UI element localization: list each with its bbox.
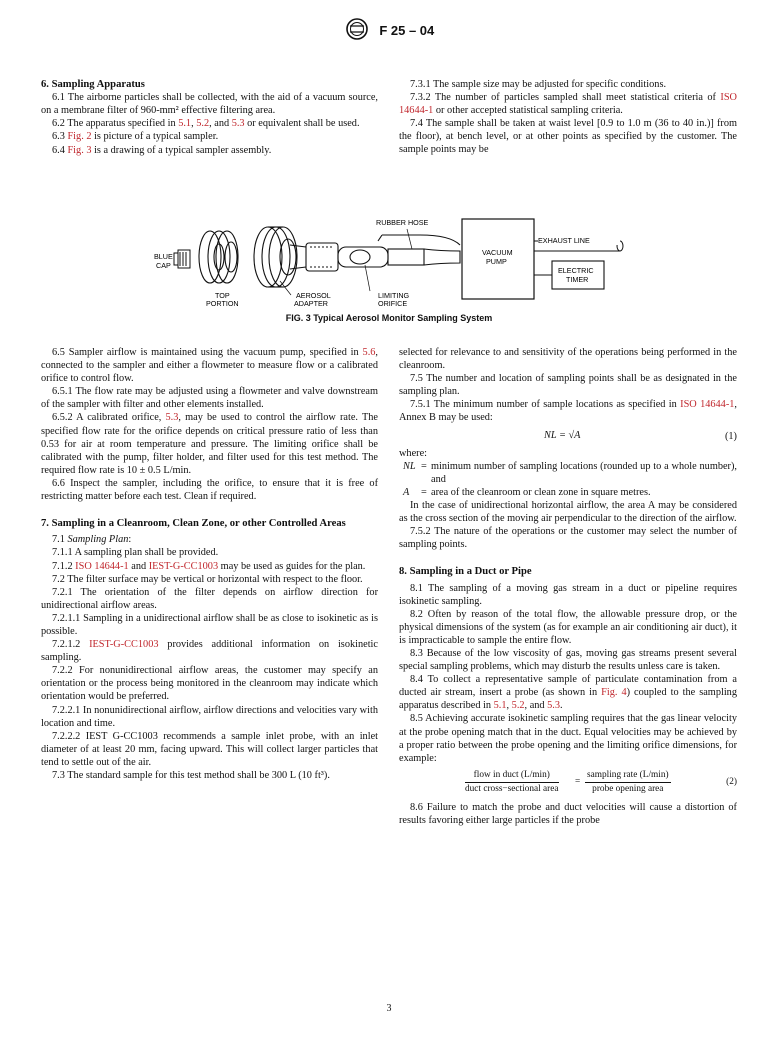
ref-link[interactable]: 5.6 bbox=[362, 347, 376, 358]
para-7-4: 7.4 The sample shall be taken at waist level [0.9 to 1.0 m (36 to 40 in.)] from the floor), at bench level, or at other points as specified by the customer. The sample points may be bbox=[399, 118, 737, 156]
para-8-1: 8.1 The sampling of a moving gas stream in a duct or pipeline requires isokinetic sampling. bbox=[399, 582, 737, 607]
para-continued: selected for relevance to and sensitivity of the operations being performed in the cleanroom. bbox=[399, 347, 737, 372]
para-7-5-2: 7.5.2 The nature of the operations or the customer may select the number of sampling points. bbox=[399, 526, 737, 551]
para-8-5: 8.5 Achieving accurate isokinetic sampling requires that the gas linear velocity at the probe opening match that in the duct. Equal velocities may be achieved by a proper ratio between the probe opening and the limiting orifice dimensions, for example: bbox=[399, 713, 737, 764]
para-6-5: 6.5 Sampler airflow is maintained using the vacuum pump, specified in 5.6, connected to the sampler and either a flowmeter to measure flow or a calibrated orifice to control flow. bbox=[41, 347, 378, 385]
equation-1: NL = √A (1) bbox=[544, 429, 737, 442]
ref-link[interactable]: 5.3 bbox=[165, 412, 179, 424]
para-7-5-1: 7.5.1 The minimum number of sample locations as specified in ISO 14644-1, Annex B may be used: bbox=[399, 399, 737, 424]
para-7-3-2: 7.3.2 The number of particles sampled shall meet statistical criteria of ISO 14644-1 or other accepted statistical sampling criteria. bbox=[399, 92, 737, 117]
svg-text:ORIFICE: ORIFICE bbox=[378, 299, 408, 308]
para-6-5-2: 6.5.2 A calibrated orifice, 5.3, may be used to control the airflow rate. The specified flow rate for the orifice depends on critical pressure ratio of less than 0.53 for air at room temperature and pressure. The limiting orifice shall be calibrated with the pump, filter holder, and filter used for this test method. The required flow rate is 10 ± 0.5 L/min. bbox=[41, 412, 378, 476]
where-label: where: bbox=[399, 447, 428, 459]
rubber-hose-icon bbox=[378, 235, 460, 245]
ref-link[interactable]: ISO 14644-1 bbox=[680, 399, 735, 411]
left-column-bottom bbox=[41, 346, 378, 782]
para-7-1: 7.1 Sampling Plan: bbox=[52, 534, 132, 546]
para-7-2-2: 7.2.2 For nonunidirectional airflow areas, the customer may specify an orientation or the process being monitored in the cleanroom may indicate which orientation would be preferred. bbox=[41, 665, 378, 703]
limiting-orifice-icon bbox=[338, 247, 460, 267]
svg-text:ADAPTER: ADAPTER bbox=[294, 299, 328, 308]
para-7-2-2-1: 7.2.2.1 In nonunidirectional airflow, airflow directions and velocities vary with location and time. bbox=[41, 704, 378, 729]
fraction-right: sampling rate (L/min) probe opening area bbox=[587, 769, 669, 794]
ref-link[interactable]: 5.2 bbox=[511, 700, 525, 712]
para-7-2: 7.2 The filter surface may be vertical or horizontal with respect to the floor. bbox=[52, 573, 363, 585]
ref-link[interactable]: ISO 14644-1 bbox=[75, 560, 129, 572]
right-column-top bbox=[399, 78, 737, 157]
para-6-5-1: 6.5.1 The flow rate may be adjusted using a flowmeter and valve downstream of the sampler with filter and other elements installed. bbox=[41, 386, 378, 411]
para-6-1: 6.1 The airborne particles shall be collected, with the aid of a vacuum source, on a membrane filter of 960-mm² effective filtering area. bbox=[41, 92, 378, 117]
svg-text:TIMER: TIMER bbox=[566, 275, 589, 284]
page-number: 3 bbox=[386, 1003, 392, 1014]
figure-3-diagram bbox=[120, 205, 660, 317]
standard-designation: F 25 – 04 bbox=[379, 23, 435, 38]
label-exhaust-line: EXHAUST LINE bbox=[538, 236, 590, 245]
label-top-portion: TOP bbox=[215, 291, 230, 300]
left-column-top bbox=[41, 78, 378, 157]
ref-link[interactable]: IEST-G-CC1003 bbox=[89, 639, 159, 651]
para-6-3: 6.3 Fig. 2 is picture of a typical sampler. bbox=[52, 131, 219, 143]
svg-text:PORTION: PORTION bbox=[206, 299, 239, 308]
equation-number: (2) bbox=[726, 776, 737, 787]
para-7-2-1-1: 7.2.1.1 Sampling in a unidirectional airflow shall be as close to isokinetic as is possible. bbox=[41, 612, 378, 637]
label-rubber-hose: RUBBER HOSE bbox=[376, 218, 429, 227]
label-electric-timer: ELECTRIC bbox=[558, 266, 594, 275]
ref-link[interactable]: ISO 14644-1 bbox=[399, 92, 737, 117]
para-6-4: 6.4 Fig. 3 is a drawing of a typical sampler assembly. bbox=[52, 144, 272, 156]
blue-cap-icon bbox=[174, 250, 190, 268]
astm-logo-icon bbox=[344, 18, 370, 43]
para-8-3: 8.3 Because of the low viscosity of gas, moving gas streams present several special sampling problems, which may disturb the results unless care is taken. bbox=[399, 647, 737, 673]
para-6-2: 6.2 The apparatus specified in 5.1, 5.2, and 5.3 or equivalent shall be used. bbox=[52, 118, 360, 130]
label-vacuum-pump: VACUUM bbox=[482, 248, 513, 257]
aerosol-adapter-icon bbox=[254, 227, 338, 287]
ref-link[interactable]: Fig. 4 bbox=[601, 687, 627, 699]
equation-2: flow in duct (L/min) duct cross−sectional area = sampling rate (L/min) probe opening area (2) bbox=[399, 767, 737, 801]
section-heading-7: 7. Sampling in a Cleanroom, Clean Zone, or other Controlled Areas bbox=[41, 518, 346, 530]
para-7-2-1: 7.2.1 The orientation of the filter depends on airflow direction for unidirectional airflow areas. bbox=[41, 586, 378, 611]
top-portion-icon bbox=[199, 231, 238, 283]
ref-link[interactable]: 5.3 bbox=[231, 118, 245, 130]
ref-link[interactable]: Fig. 2 bbox=[67, 131, 92, 143]
para-7-5: 7.5 The number and location of sampling points shall be as designated in the sampling plan. bbox=[399, 373, 737, 398]
para-unidirectional: In the case of unidirectional horizontal airflow, the area A may be considered as the cross section of the moving air perpendicular to the direction of the airflow. bbox=[399, 499, 737, 525]
para-7-3-1: 7.3.1 The sample size may be adjusted for specific conditions. bbox=[410, 79, 667, 90]
ref-link[interactable]: Fig. 3 bbox=[67, 144, 92, 156]
page-header bbox=[0, 18, 778, 43]
definition-item: A = area of the cleanroom or clean zone in square metres. bbox=[403, 486, 651, 498]
figure-caption: FIG. 3 Typical Aerosol Monitor Sampling System bbox=[285, 313, 493, 323]
para-6-6: 6.6 Inspect the sampler, including the orifice, to ensure that it is free of restricting matter before each test. Clean if required. bbox=[41, 477, 378, 503]
section-heading-8: 8. Sampling in a Duct or Pipe bbox=[399, 566, 532, 578]
para-7-1-1: 7.1.1 A sampling plan shall be provided. bbox=[52, 547, 219, 559]
definition-item: NL = minimum number of sampling locations (rounded up to a whole number), and bbox=[403, 460, 737, 485]
ref-link[interactable]: 5.1 bbox=[178, 118, 192, 130]
label-limiting-orifice: LIMITING bbox=[378, 291, 410, 300]
label-aerosol-adapter: AEROSOL bbox=[296, 291, 331, 300]
para-7-2-1-2: 7.2.1.2 IEST-G-CC1003 provides additional information on isokinetic sampling. bbox=[41, 639, 378, 664]
right-column-bottom bbox=[399, 346, 737, 827]
svg-text:CAP: CAP bbox=[156, 261, 171, 270]
para-7-3: 7.3 The standard sample for this test method shall be 300 L (10 ft³). bbox=[52, 770, 330, 782]
ref-link[interactable]: 5.1 bbox=[493, 700, 507, 712]
section-heading-6: 6. Sampling Apparatus bbox=[41, 79, 145, 90]
label-blue-cap: BLUE bbox=[154, 252, 173, 261]
equation-number: (1) bbox=[724, 430, 737, 442]
fraction-left: flow in duct (L/min) duct cross−sectional area bbox=[465, 769, 559, 794]
svg-text:PUMP: PUMP bbox=[486, 257, 507, 266]
ref-link[interactable]: 5.3 bbox=[547, 700, 561, 712]
para-7-2-2-2: 7.2.2.2 IEST G-CC1003 recommends a sample inlet probe, with an inlet diameter of at least 20 mm, facing upward. This will collect larger particles that tend to settle out of the air. bbox=[41, 730, 378, 768]
para-8-4: 8.4 To collect a representative sample of particulate contamination from a ducted air stream, insert a probe (as shown in Fig. 4) coupled to the sampling apparatus described in 5.1, 5.2, and 5.3. bbox=[399, 674, 737, 712]
para-7-1-2: 7.1.2 ISO 14644-1 and IEST-G-CC1003 may be used as guides for the plan. bbox=[52, 560, 366, 572]
definition-list bbox=[399, 460, 737, 499]
para-8-2: 8.2 Often by reason of the total flow, the allowable pressure drop, or the physical dimensions of the system (as for example an air conditioning air duct), it is impracticable to sample the entire flow. bbox=[399, 608, 737, 646]
ref-link[interactable]: IEST-G-CC1003 bbox=[148, 560, 219, 572]
ref-link[interactable]: 5.2 bbox=[196, 118, 210, 130]
para-8-6: 8.6 Failure to match the probe and duct velocities will cause a distortion of results favoring either large particles if the probe bbox=[399, 801, 737, 826]
